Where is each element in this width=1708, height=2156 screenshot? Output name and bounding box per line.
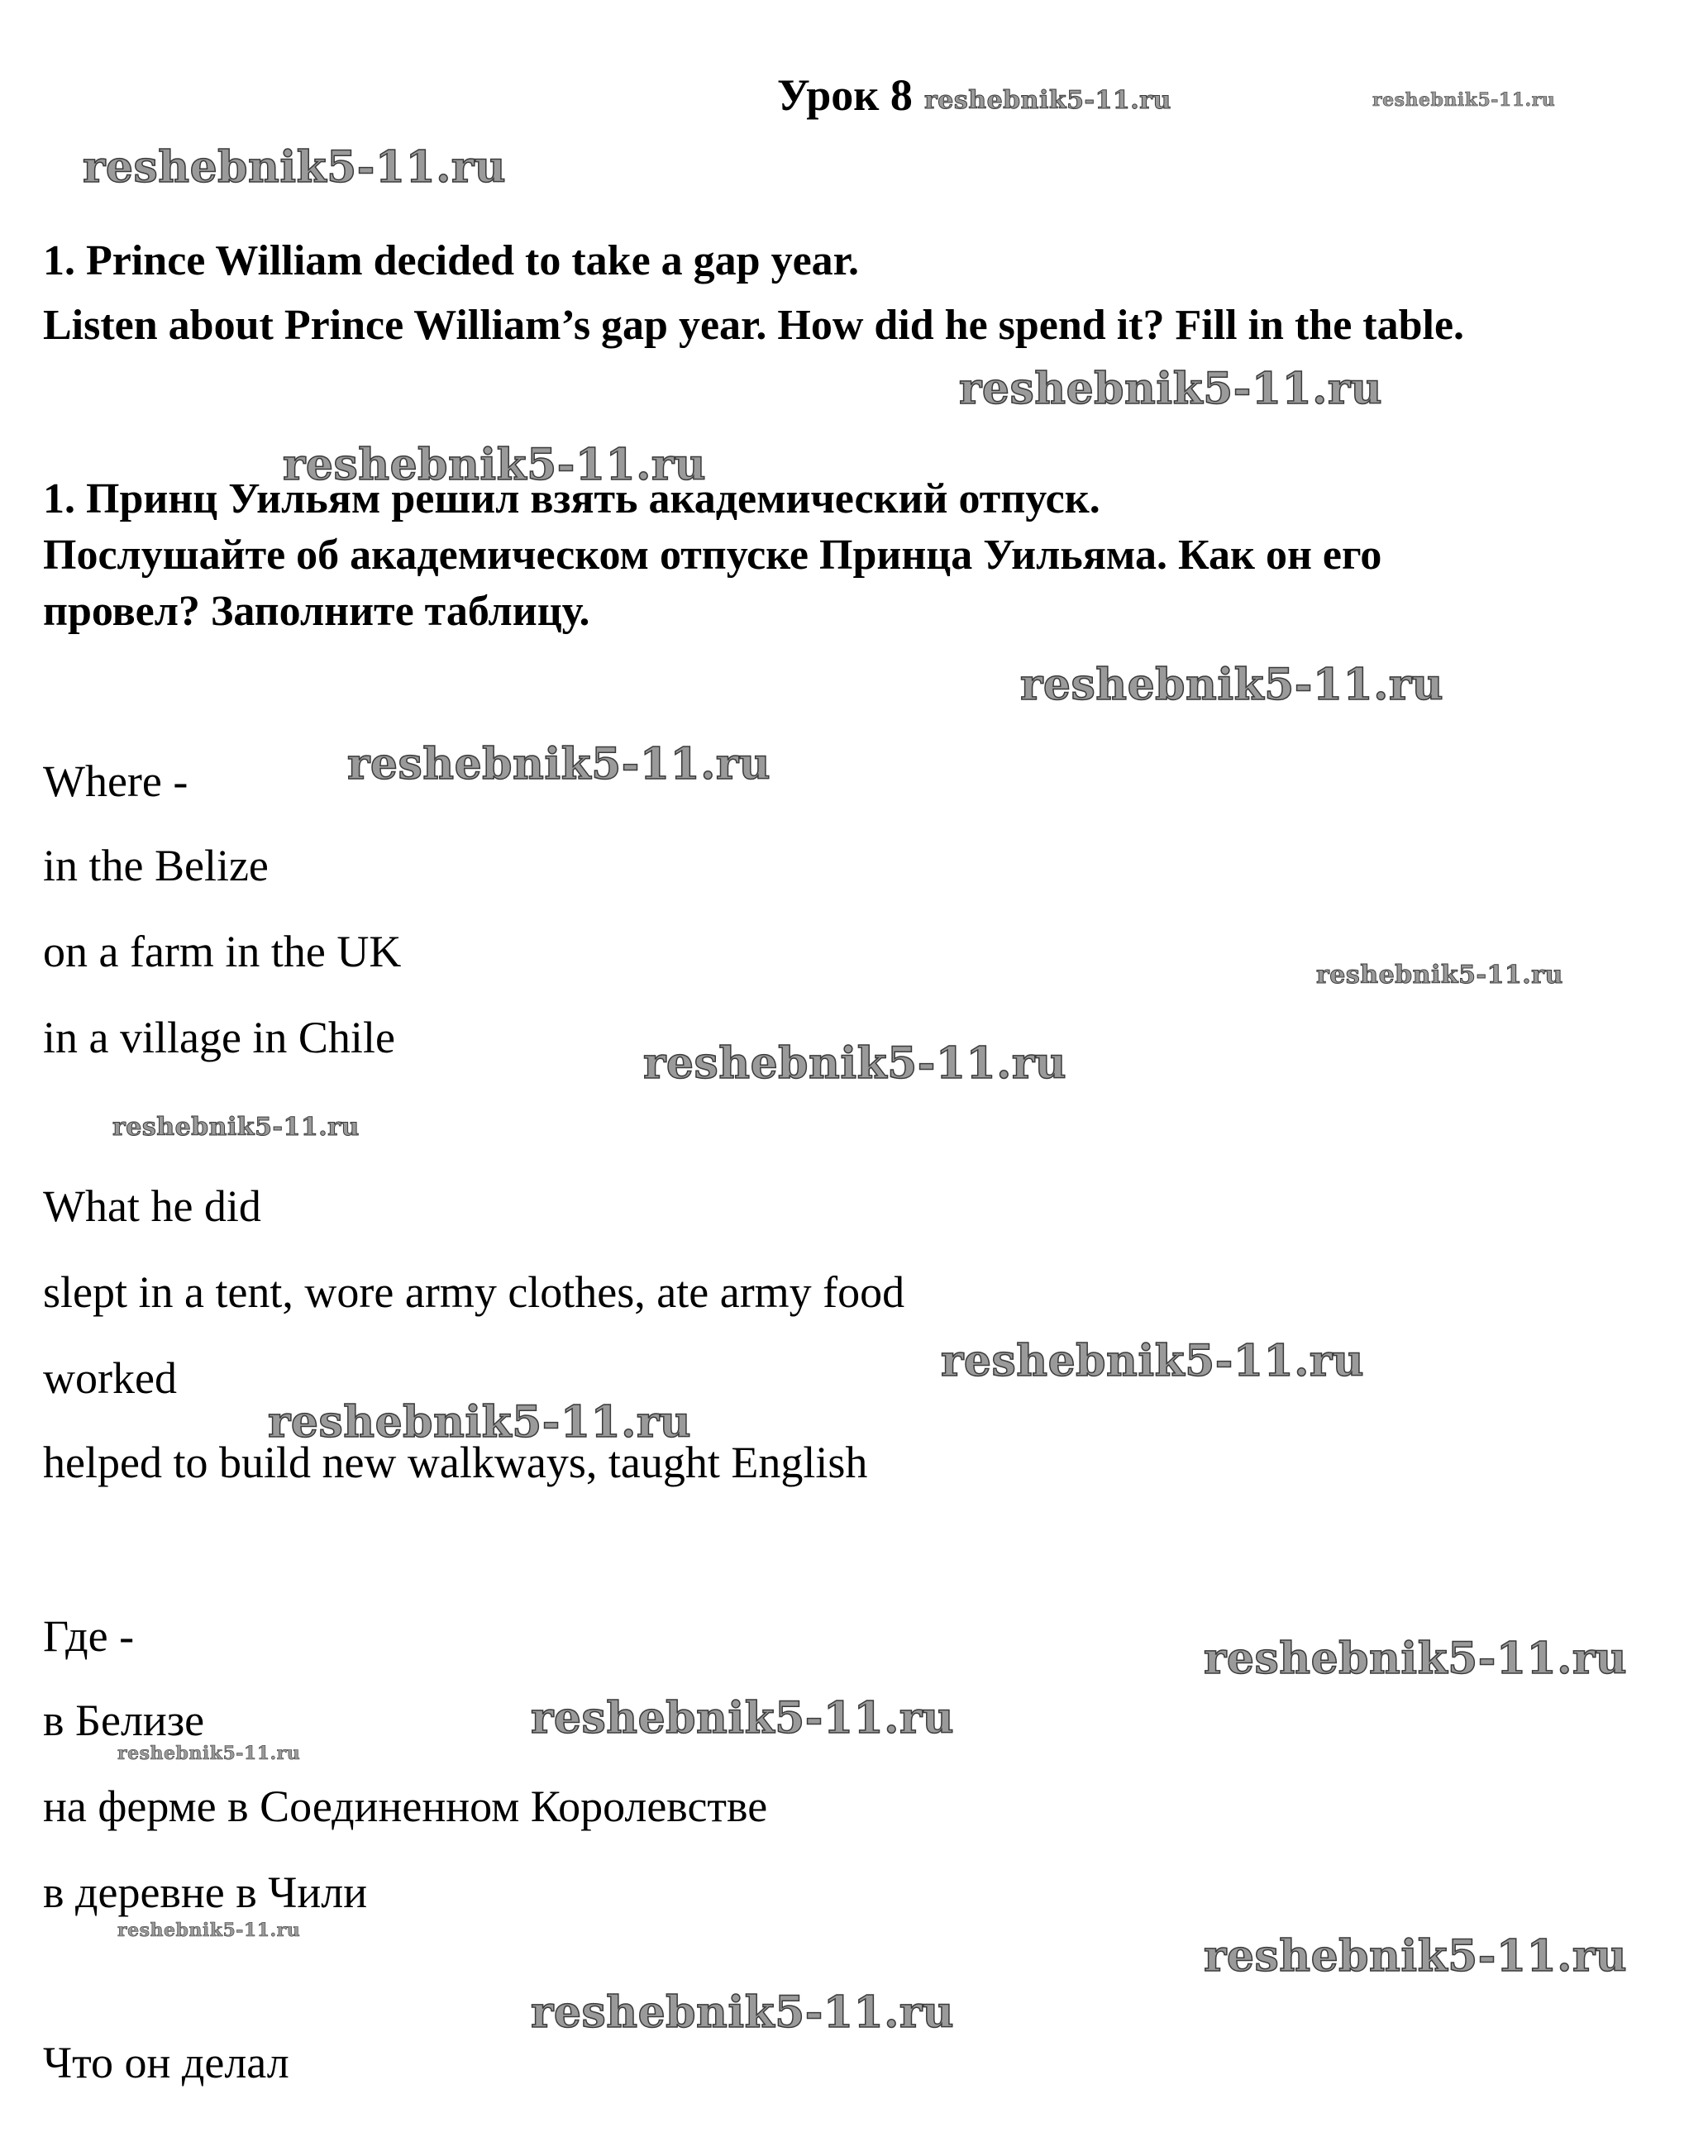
watermark: reshebnik5-11.ru: [941, 1336, 1365, 1386]
watermark: reshebnik5-11.ru: [347, 739, 771, 789]
watermark: reshebnik5-11.ru: [531, 1693, 955, 1743]
task-ru-line-2: Послушайте об академическом отпуске Принца Уильяма. Как он его: [43, 532, 1382, 579]
what-heading-ru: Что он делал: [43, 2038, 289, 2087]
watermark: reshebnik5-11.ru: [83, 142, 507, 193]
watermark: reshebnik5-11.ru: [112, 1113, 360, 1142]
where-item-en: in the Belize: [43, 841, 269, 890]
task-ru-line-3: провел? Заполните таблицу.: [43, 588, 590, 635]
watermark: reshebnik5-11.ru: [117, 1920, 301, 1941]
where-item-ru: в Белизе: [43, 1696, 205, 1745]
where-heading-ru: Где -: [43, 1611, 135, 1661]
watermark: reshebnik5-11.ru: [1204, 1931, 1628, 1982]
task-en-line-1: 1. Prince William decided to take a gap year.: [43, 237, 859, 284]
what-item-en: worked: [43, 1353, 177, 1403]
watermark: reshebnik5-11.ru: [1316, 961, 1563, 990]
watermark: reshebnik5-11.ru: [1020, 660, 1444, 710]
task-ru-line-1: 1. Принц Уильям решил взять академический отпуск.: [43, 475, 1100, 522]
watermark: reshebnik5-11.ru: [268, 1397, 692, 1448]
where-item-ru: на ферме в Соединенном Королевстве: [43, 1782, 768, 1831]
lesson-title: Урок 8: [777, 70, 913, 120]
watermark: reshebnik5-11.ru: [643, 1038, 1067, 1089]
watermark: reshebnik5-11.ru: [959, 364, 1383, 414]
what-item-en: slept in a tent, wore army clothes, ate army food: [43, 1267, 905, 1317]
watermark: reshebnik5-11.ru: [283, 440, 707, 490]
watermark: reshebnik5-11.ru: [1204, 1634, 1628, 1684]
watermark: reshebnik5-11.ru: [924, 86, 1171, 115]
watermark: reshebnik5-11.ru: [1372, 89, 1556, 111]
what-item-en: helped to build new walkways, taught English: [43, 1438, 868, 1487]
where-item-ru: в деревне в Чили: [43, 1867, 368, 1917]
where-heading-en: Where -: [43, 756, 188, 806]
what-heading-en: What he did: [43, 1181, 261, 1231]
task-en-line-2: Listen about Prince William’s gap year. How did he spend it? Fill in the table.: [43, 302, 1465, 349]
where-item-en: on a farm in the UK: [43, 927, 402, 976]
watermark: reshebnik5-11.ru: [531, 1987, 955, 2038]
where-item-en: in a village in Chile: [43, 1013, 395, 1062]
watermark: reshebnik5-11.ru: [117, 1743, 301, 1764]
